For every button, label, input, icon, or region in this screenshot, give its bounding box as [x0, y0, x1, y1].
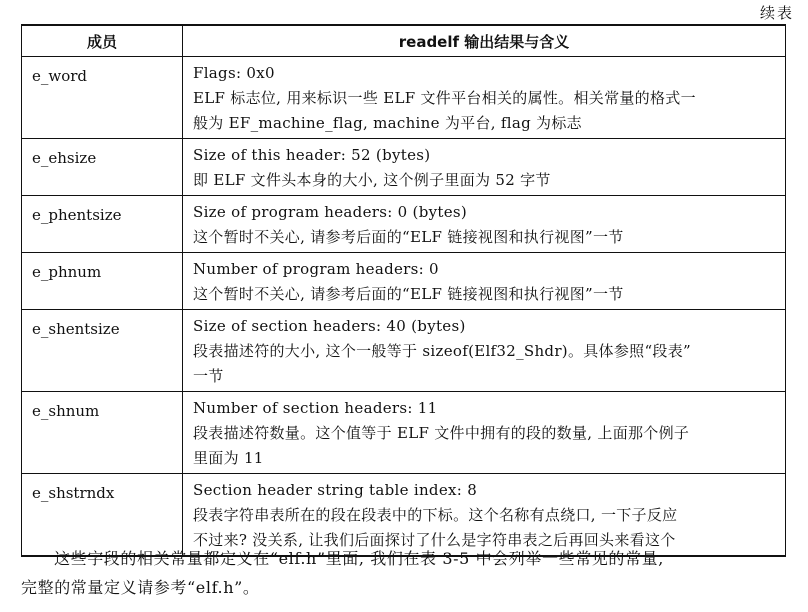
- meaning-line: Flags: 0x0: [193, 64, 275, 82]
- meaning-line: Section header string table index: 8: [193, 481, 478, 499]
- meaning-line: 不过来? 没关系, 让我们后面探讨了什么是字符串表之后再回头来看这个: [193, 531, 676, 549]
- table-row: [22, 253, 786, 310]
- member-cell: e_shentsize: [22, 310, 183, 392]
- meaning-cell: [183, 392, 786, 474]
- table-row: [22, 310, 786, 392]
- paragraph-line: 这些字段的相关常量都定义在“elf.h”里面, 我们在表 3-5 中会列举一些常见的常量,: [54, 549, 664, 568]
- continued-label: 续表: [759, 4, 794, 22]
- meaning-line: 段表描述符数量。这个值等于 ELF 文件中拥有的段的数量, 上面那个例子: [193, 424, 690, 442]
- elf-header-table: [21, 24, 786, 557]
- meaning-cell: [183, 196, 786, 253]
- meaning-line: 段表字符串表所在的段在段表中的下标。这个名称有点绕口, 一下子反应: [193, 506, 678, 524]
- meaning-cell: [183, 253, 786, 310]
- meaning-line: 一节: [193, 367, 224, 385]
- meaning-line: Number of program headers: 0: [193, 260, 439, 278]
- table-header-row: [22, 25, 786, 57]
- column-header-meaning: readelf 输出结果与含义: [183, 25, 786, 57]
- meaning-line: 里面为 11: [193, 449, 264, 467]
- member-cell: e_ehsize: [22, 139, 183, 196]
- meaning-line: 段表描述符的大小, 这个一般等于 sizeof(Elf32_Shdr)。具体参照“段表”: [193, 342, 691, 360]
- table-row: [22, 57, 786, 139]
- meaning-line: Size of section headers: 40 (bytes): [193, 317, 466, 335]
- table-row: [22, 392, 786, 474]
- meaning-cell: [183, 139, 786, 196]
- member-cell: e_phentsize: [22, 196, 183, 253]
- meaning-cell: [183, 57, 786, 139]
- meaning-line: 这个暂时不关心, 请参考后面的“ELF 链接视图和执行视图”一节: [193, 228, 624, 246]
- member-cell: e_shnum: [22, 392, 183, 474]
- member-cell: e_shstrndx: [22, 474, 183, 557]
- meaning-line: Size of program headers: 0 (bytes): [193, 203, 468, 221]
- meaning-line: ELF 标志位, 用来标识一些 ELF 文件平台相关的属性。相关常量的格式一: [193, 89, 696, 107]
- meaning-line: 这个暂时不关心, 请参考后面的“ELF 链接视图和执行视图”一节: [193, 285, 624, 303]
- meaning-line: Size of this header: 52 (bytes): [193, 146, 431, 164]
- meaning-line: 即 ELF 文件头本身的大小, 这个例子里面为 52 字节: [193, 171, 551, 189]
- table-row: [22, 196, 786, 253]
- column-header-member: 成员: [22, 25, 183, 57]
- paragraph-line: 完整的常量定义请参考“elf.h”。: [21, 578, 260, 597]
- meaning-line: 般为 EF_machine_flag, machine 为平台, flag 为标志: [193, 114, 582, 132]
- member-cell: e_phnum: [22, 253, 183, 310]
- member-cell: e_word: [22, 57, 183, 139]
- body-paragraph: [21, 544, 791, 602]
- table-row: [22, 139, 786, 196]
- meaning-cell: [183, 310, 786, 392]
- meaning-line: Number of section headers: 11: [193, 399, 438, 417]
